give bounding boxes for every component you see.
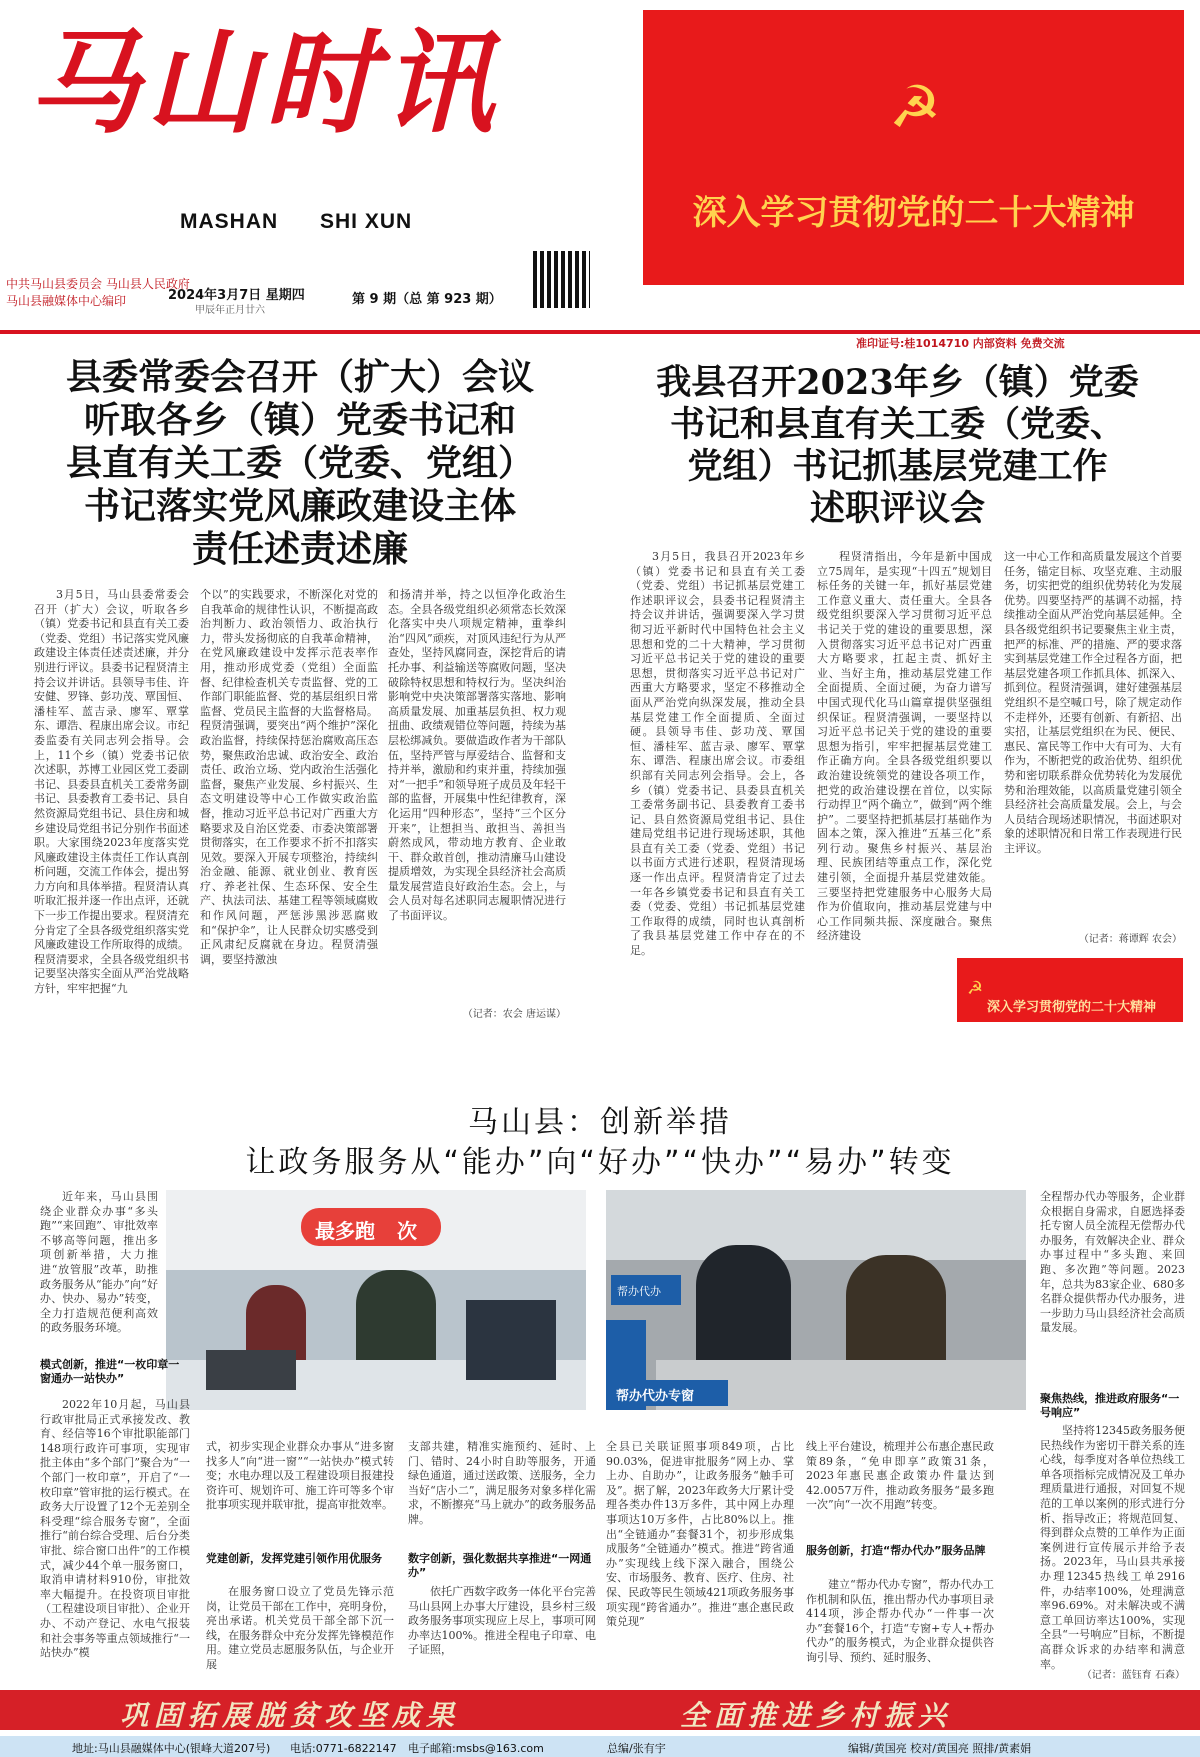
article3-text: 全县已关联证照事项849项，占比90.03%，促进审批服务“网上办、掌上办、自助办”，让政务服务“触手可及”。据了解，2023年政务大厅累计受理各类办件13万多件，其中网上办理事项达10万多件，占比80%以上。推出“全链通办”套餐31个，初步形成集成服务“全链通办”模式。推进“跨省通办”实现线上线下深入融合，围绕公安、市场服务、教育、医疗、住房、社保、民政等民生领域421项政务服务事项实现“跨省通办”。推进“惠企惠民政策兑现”: [606, 1440, 794, 1629]
hammer-sickle-icon: ☭: [889, 73, 941, 141]
article3-byline: （记者：蓝钰育 石森）: [1081, 1670, 1185, 1681]
article3-text: 近年来，马山县围绕企业群众办事“多头跑”“来回跑”、审批效率不够高等问题，推出多项创新举措，大力推进“放管服”改革，助推政务服务从“能办”向“好办、快办、易办”转变，全力打造规范便利高效的政务服务环境。: [40, 1190, 158, 1335]
photo-monitor: [466, 1300, 556, 1380]
publisher-line: 马山县融媒体中心编印: [6, 294, 127, 308]
photo-wall: [606, 1190, 1026, 1260]
photo-sign: [611, 1275, 681, 1305]
article3-text: 2022年10月起，马山县行政审批局正式承接发改、教育、经信等16个审批职能部门148项行政许可事项，实现审批主体由“多个部门”聚合为“一个部门一枚印章”，开启了“一枚印章”管审批的运行模式。在政务大厅设置了12个无差别全科受理“综合服务专窗”，全面推行“前台综合受理、后台分类审批、综合窗口出件”的工作模式，减少44个单一服务窗口，取消申请材料910份，审批效率大幅提升。在投资项目审批（工程建设项目审批）、企业开办、不动产登记、水电气报装和社会事务等重点领域推行“一站快办”模: [40, 1398, 190, 1660]
photo-help-window: [606, 1190, 1026, 1410]
headline-line: 马山县：创新举措: [468, 1105, 732, 1140]
article1-column: [34, 588, 189, 1028]
article1-byline: （记者：农会 唐运谋）: [462, 1009, 566, 1020]
masthead-pinyin-right: SHI XUN: [320, 210, 413, 233]
headline-line: 责任述责述廉: [191, 528, 408, 570]
article3-headline: [0, 1103, 1200, 1183]
headline-line: 书记落实党风廉政建设主体: [83, 485, 516, 527]
headline-line: 县委常委会召开（扩大）会议: [65, 356, 534, 398]
bottom-slogan-bar: [0, 1690, 1200, 1730]
qr-code-icon[interactable]: [533, 251, 590, 308]
headline-line: 书记和县直有关工委（党委、: [669, 404, 1125, 445]
article3-column: [40, 1398, 190, 1680]
print-certificate: 准印证号:桂1014710 内部资料 免费交流: [856, 337, 1065, 350]
headline-line: 述职评议会: [809, 488, 985, 529]
photo-sign-text: 帮办代办: [617, 1285, 661, 1298]
footer-email: 电子邮箱:msbs@163.com: [408, 1742, 544, 1755]
article2-text: 3月5日，我县召开2023年乡（镇）党委书记和县直有关工委（党委、党组）书记抓基层党建工作述职评议会，县委书记程贤清主持会议并讲话，强调要深入学习贯彻习近平新时代中国特色社会主义思想和党的二十大精神，学习贯彻习近平总书记关于党的建设的重要思想，贯彻落实习近平总书记对广西重大方略要求，坚定不移推动全面从严治党向纵深发展，推动全县基层党建工作全面提质、全面过硬。县领导韦佳、彭功茂、覃国恒、潘桂军、蓝吉录、廖军、覃掌东、谭浩、程康出席会议。市委组织部有关同志列会指导。会上，各乡（镇）党委书记、县委县直机关工委常务副书记、县委教育工委书记、县自然资源局党组书记、县住建局党组书记进行现场述职，其他县直有关工委（党委、党组）书记以书面方式进行述职，程贤清现场逐一作出点评。程贤清肯定了过去一年各乡镇党委书记和县直有关工委（党委、党组）书记抓基层党建工作取得的成绩，同时也认真剖析了我县基层党建工作中存在的不足。: [630, 550, 805, 958]
article3-column: [206, 1440, 394, 1548]
article2-column: [817, 550, 992, 1028]
headline-line: 党组）书记抓基层党建工作: [687, 446, 1108, 487]
footer-editors: 编辑/黄国亮 校对/黄国亮 照排/黄素娟: [848, 1742, 1032, 1755]
article3-column: [206, 1585, 394, 1682]
article2-column: [630, 550, 805, 1028]
article3-text: 建立“帮办代办专窗”，帮办代办工作机制和队伍，推出帮办代办事项目录414项，涉企帮办代办“一件事一次办”套餐16个，打造“专窗+专人+帮办代办”的服务模式，为企业群众提供咨询引导、预约、延时服务、: [806, 1578, 994, 1664]
mini-party-banner: [957, 958, 1183, 1022]
article1-column: [200, 588, 378, 1028]
article3-column: [806, 1440, 994, 1540]
article2-headline: [610, 362, 1185, 530]
photo-sign-text: 最多跑: [315, 1219, 375, 1243]
article3-text: 式，初步实现企业群众办事从“进多窗找多人”向“进一窗”“一站快办”模式转变；水电办理以及工程建设项目报建投资许可、规划许可、施工许可等多个审批事项实现并联审批，提高审批效率。: [206, 1440, 394, 1512]
article1-text: 个以”的实践要求，不断深化对党的自我革命的规律性认识，不断提高政治判断力、政治领悟力、政治执行力，带头发扬彻底的自我革命精神，在党风廉政建设中发挥示范表率作用，推动形成党委（党组）全面监督、纪律检查机关专责监督、党的工作部门职能监督、党的基层组织日常监督、党员民主监督的大监督格局。程贤清强调，要突出“两个维护”深化政治监督，持续保持惩治腐败高压态势，聚焦政治忠诚、政治安全、政治责任、政治立场、党内政治生活强化监督，聚焦产业发展、乡村振兴、生态文明建设等中心工作做实政治监督，推动习近平总书记对广西重大方略要求及自治区党委、市委决策部署贯彻落实，在工作要求不折不扣落实见效。要深入开展专项整治，持续纠治金融、能源、就业创业、教育医疗、养老社保、生态环保、安全生产、执法司法、基建工程等领域腐败和作风问题，严惩涉黑涉恶腐败和“保护伞”，让人民群众切实感受到正风肃纪反腐就在身边。程贤清强调，要坚持激浊: [200, 588, 378, 966]
article3-subheading: 数字创新，强化数据共享推进“一网通办”: [408, 1552, 592, 1579]
article3-column: [1040, 1190, 1185, 1388]
issue-date: 2024年3月7日 星期四: [168, 288, 305, 303]
article3-subheading: 服务创新，打造“帮办代办”服务品牌: [806, 1544, 986, 1557]
hammer-sickle-icon: ☭: [967, 978, 984, 999]
article3-column: [408, 1585, 596, 1682]
article3-text: 支部共建，精准实施预约、延时、上门、错时、24小时自助等服务，开通绿色通道，通过送政策、送服务，全力当好“店小二”，满足服务对象多样化需求，不断擦亮“马上就办”的政务服务品牌。: [408, 1440, 596, 1526]
article3-text: 在服务窗口设立了党员先锋示范岗，让党员干部在工作中，亮明身份，亮出承诺。机关党员干部全部下沉一线，在服务群众中充分发挥先锋模范作用。建立党员志愿服务队伍，与企业开展: [206, 1585, 394, 1671]
party-banner: [643, 10, 1184, 285]
article3-column: [408, 1440, 596, 1540]
article2-byline: （记者：蒋谭辉 农会）: [1078, 934, 1182, 945]
article3-column: [606, 1440, 794, 1682]
article3-text: 坚持将12345政务服务便民热线作为密切干群关系的连心线，每季度对各单位热线工单各项指标完成情况及工单办理质量进行通报，对回复不规范的工单以案例的形式进行分析、指导改正；将规范回复、得到群众点赞的工单作为正面案例进行宣传展示并给予表扬。2023年，马山县共承接办理12345热线工单2916件，办结率100%，处理满意率96.69%。对未解决或不满意工单回访率达100%，实现全县“一号响应”目标，不断提高群众诉求的办结率和满意率。: [1040, 1424, 1185, 1671]
article1-text: 3月5日，马山县委常委会召开（扩大）会议，听取各乡（镇）党委书记和县直有关工委（党委、党组）书记落实党风廉政建设主体责任述责述廉，并分别进行评议。县委书记程贤清主持会议并讲话。县领导韦佳、许安健、罗锋、彭功茂、覃国恒、潘桂军、蓝吉录、廖军、覃掌东、谭浩、程康出席会议。市纪委监委有关同志列会指导。会上，11个乡（镇）党委书记依次述职，苏博工业园区党工委副书记、县委县直机关工委常务副书记、县委教育工委书记、县自然资源局党组书记、县住房和城乡建设局党组书记分别作书面述职。大家围绕2023年度落实党风廉政建设主体责任工作认真剖析问题，交流工作体会，提出努力方向和具体举措。程贤清认真听取汇报并逐一作出点评，还就下一步工作提出要求。程贤清充分肯定了全县各级党组织落实党风廉政建设工作所取得的成绩。程贤清要求，全县各级党组织书记要坚决落实全面从严治党战略方针，牢牢把握“九: [34, 588, 189, 996]
photo-service-hall: [166, 1190, 586, 1410]
footer-address: 地址:马山县融媒体中心(银峰大道207号): [72, 1742, 271, 1755]
headline-line: 我县召开2023年乡（镇）党委: [656, 362, 1139, 403]
photo-sign: [301, 1208, 441, 1246]
article1-headline: [20, 356, 580, 571]
masthead-pinyin-left: MASHAN: [180, 210, 279, 233]
article3-column: [1040, 1424, 1185, 1671]
header-divider: [0, 330, 1200, 334]
photo-printer: [206, 1350, 296, 1390]
footer-phone: 电话:0771-6822147: [290, 1742, 397, 1755]
banner-slogan: 深入学习贯彻党的二十大精神: [692, 193, 1135, 233]
article3-text: 线上平台建设，梳理并公布惠企惠民政策89条，“免申即享”政策31条，2023年惠民惠企政策办件量达到42.0057万件，推动政务服务“最多跑一次”向“一次不用跑”转变。: [806, 1440, 994, 1512]
photo-sign-text: 帮办代办专窗: [616, 1389, 695, 1404]
article2-column: [1004, 550, 1182, 920]
footer-chief-editor: 总编/张有宇: [607, 1742, 666, 1755]
headline-line: 听取各乡（镇）党委书记和: [83, 399, 516, 441]
article3-subheading: 模式创新，推进“一枚印章一窗通办一站快办”: [40, 1358, 180, 1385]
lunar-date: 甲辰年正月廿六: [195, 305, 265, 316]
article3-subheading: 聚焦热线，推进政府服务“一号响应”: [1040, 1392, 1180, 1419]
slogan-left: 巩固拓展脱贫攻坚成果: [120, 1699, 461, 1732]
article1-column: [388, 588, 566, 1003]
headline-line: 让政务服务从“能办”向“好办”“快办”“易办”转变: [245, 1145, 955, 1180]
publisher-list: [6, 276, 190, 310]
headline-line: 县直有关工委（党委、党组）: [65, 442, 534, 484]
publisher-line: 中共马山县委员会 马山县人民政府: [6, 277, 190, 291]
slogan-right: 全面推进乡村振兴: [680, 1699, 953, 1732]
mini-banner-slogan: 深入学习贯彻党的二十大精神: [987, 1000, 1157, 1015]
footer-bar: [0, 1736, 1200, 1757]
article3-intro: [40, 1190, 158, 1345]
article1-text: 和扬清并举，持之以恒净化政治生态。全县各级党组织必须常态长效深化落实中央八项规定精神，重拳纠治“四风”顽疾，对顶风违纪行为从严查处，坚持风腐同查，深挖背后的请托办事、利益输送等腐败问题，坚决破除特权思想和特权行为。坚决纠治影响党中央决策部署落实落地、影响高质量发展、加重基层负担、权力观扭曲、政绩观错位等问题，持续为基层松绑减负。要做造政作者为干部队伍，坚持严管与厚爱结合、监督和支持并举，激励和约束并重，持续加强对“一把手”和领导班子成员及年轻干部的监督，开展集中性纪律教育，深化运用“四种形态”，坚持“三个区分开来”，让想担当、敢担当、善担当蔚然成风，带动地方教育、企业敢干、群众敢首创，推动清廉马山建设提质增效，为实现全县经济社会高质量发展营造良好政治生态。会上，与会人员对每名述职同志履职情况进行了书面评议。: [388, 588, 566, 923]
article3-column: [806, 1578, 994, 1682]
article2-text: 程贤清指出，今年是新中国成立75周年，是实现“十四五”规划目标任务的关键一年，抓好基层党建工作意义重大、责任重大。全县各级党组织要深入学习贯彻习近平总书记关于党的建设的重要思想，深入贯彻落实习近平总书记对广西重大方略要求，扛起主责、抓好主业、当好主角，推动基层党建工作全面提质、全面过硬，为奋力谱写中国式现代化马山篇章提供坚强组织保证。程贤清强调，一要坚持以习近平总书记关于党的建设的重要思想为指引，牢牢把握基层党建工作正确方向。全县各级党组织要以政治建设统领党的建设各项工作，把党的政治建设摆在首位，以实际行动捍卫“两个确立”，做到“两个维护”。二要坚持把抓基层打基础作为固本之策，深入推进“五基三化”系列行动。聚焦乡村振兴、基层治理、民族团结等重点工作，深化党建引领，全面提升基层党建效能。三要坚持把党建服务中心服务大局作为价值取向，推动基层党建与中心工作同频共振、深度融合。聚焦经济建设: [817, 550, 992, 943]
article3-text: 依托广西数字政务一体化平台完善马山县网上办事大厅建设，县乡村三级政务服务事项实现应上尽上，事项可网办率达100%。推进全程电子印章、电子证照，: [408, 1585, 596, 1657]
article2-text: 这一中心工作和高质量发展这个首要任务，锚定目标、攻坚克难、主动服务，切实把党的组织优势转化为发展优势。四要坚持严的基调不动摇，持续推动全面从严治党向基层延伸。全县各级党组织书记要聚焦主业主责，把严的标准、严的措施、严的要求落实到基层党建工作全过程各方面，把基层党建各项工作抓具体、抓深入、抓到位。程贤清强调，建好建强基层党组织不是空喊口号，除了规定动作不走样外，还要有创新、有新招、出实招，让基层党组织在为民、便民、惠民、富民等工作中大有可为、大有作为，不断把党的政治优势、组织优势和密切联系群众优势转化为发展优势和治理效能，以高质量党建引领全县经济社会高质量发展。会上，与会人员结合现场述职情况，书面述职对象的述职情况和日常工作表现进行民主评议。: [1004, 550, 1182, 855]
article3-subheading: 党建创新，发挥党建引领作用优服务: [206, 1552, 382, 1565]
article3-text: 全程帮办代办等服务，企业群众根据自身需求，自愿选择委托专窗人员全流程无偿帮办代办服务，有效解决企业、群众办事过程中“多头跑、来回跑、多次跑”等问题。2023年，总共为83家企业、680多名群众提供帮办代办服务，进一步助力马山县经济社会高质量发展。: [1040, 1190, 1185, 1335]
masthead-title: 马山时讯: [28, 18, 500, 149]
issue-number: 第 9 期（总 第 923 期）: [352, 292, 502, 307]
photo-sign: [608, 1380, 728, 1406]
photo-sign-text: 次: [397, 1219, 417, 1243]
